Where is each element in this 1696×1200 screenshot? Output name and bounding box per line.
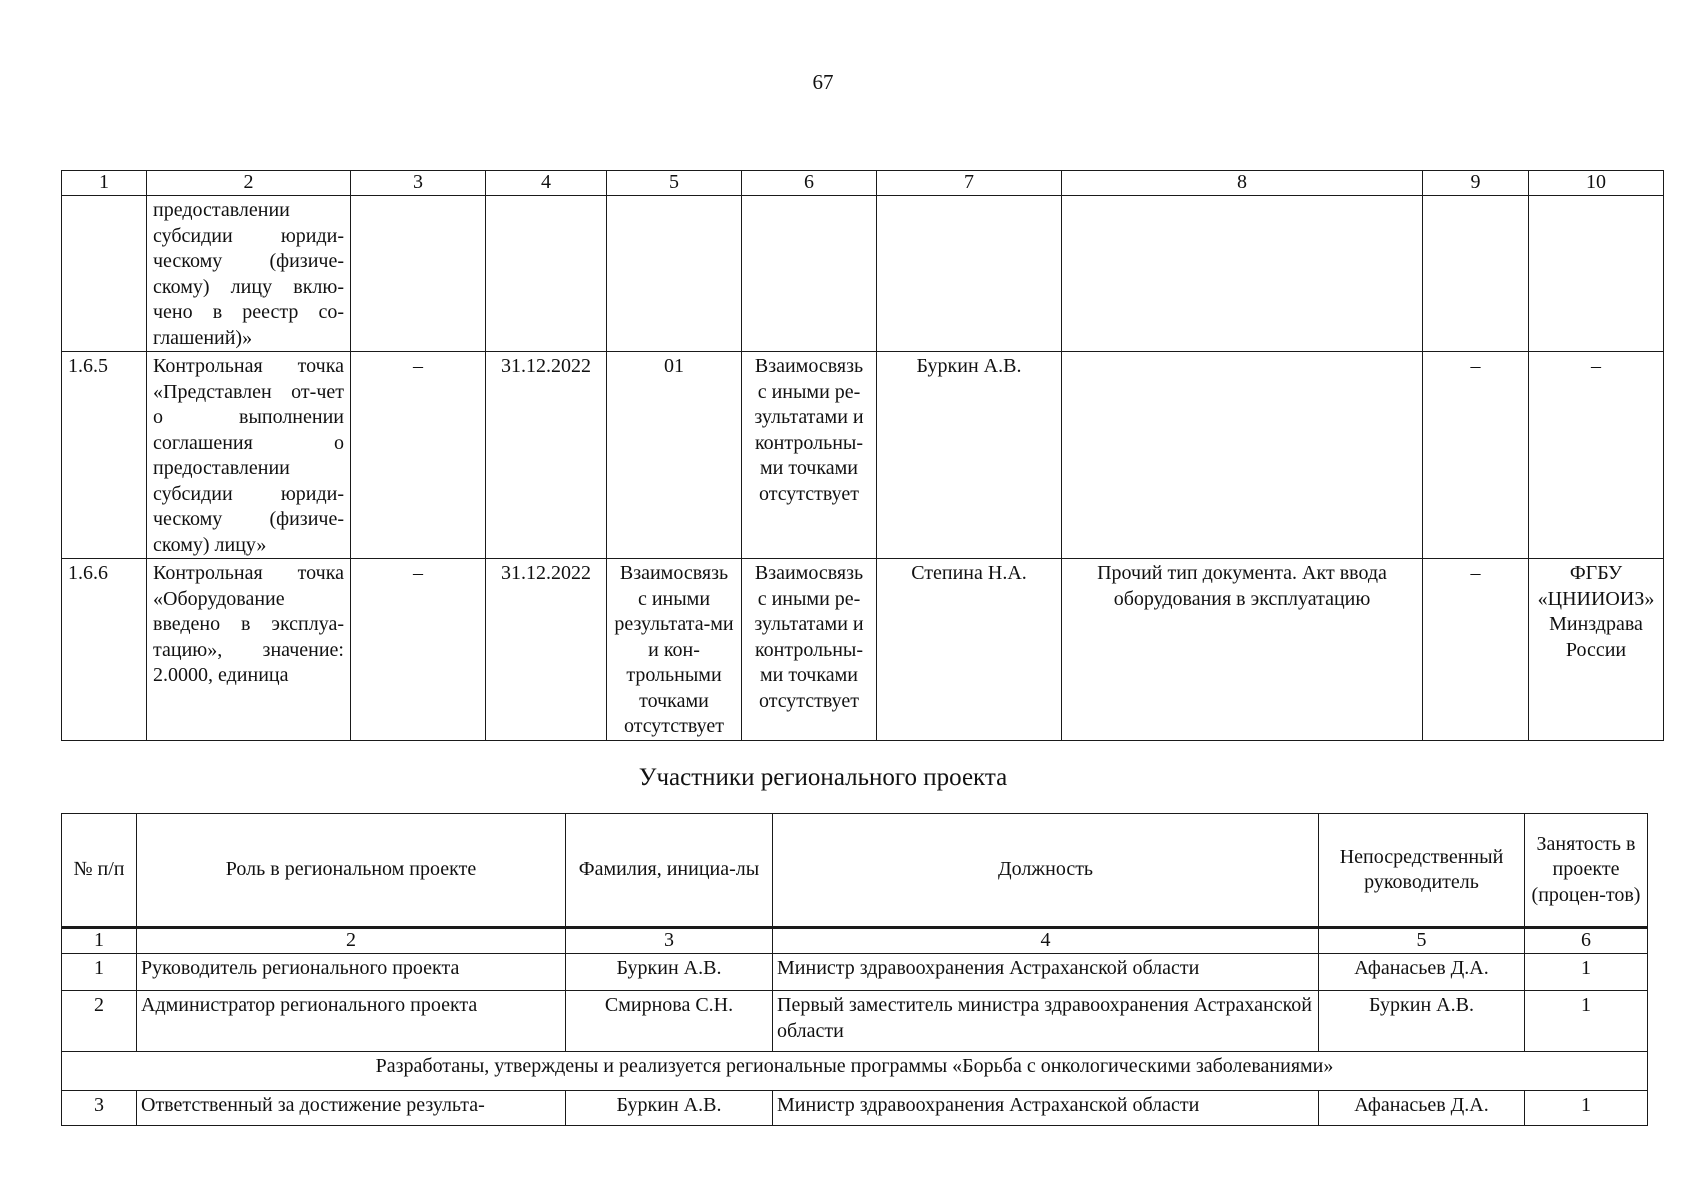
column-number: 2 [147,171,351,196]
cell [1529,196,1664,352]
name-cell: Смирнова С.Н. [566,991,773,1052]
column-number: 1 [62,928,137,954]
checkpoint-name: Контрольная точка «Представлен от-чет о выполнении соглашения о предоставлении субсидии юриди-ческому (физиче-скому) лицу» [147,352,351,559]
role-cell: Администратор регионального проекта [137,991,566,1052]
load-cell: 1 [1525,954,1648,991]
section-title: Участники регионального проекта [638,764,1008,791]
column-number: 2 [137,928,566,954]
column-number: 8 [1062,171,1423,196]
column-header: Роль в региональном проекте [137,814,566,928]
column-number: 3 [566,928,773,954]
position-cell: Первый заместитель министра здравоохранения Астраханской области [773,991,1319,1052]
date-cell: 31.12.2022 [486,352,607,559]
table-row [62,559,1664,741]
column-header: Занятость в проекте (процен-тов) [1525,814,1648,928]
cell [351,196,486,352]
column-number-row [62,171,1664,196]
name-cell: Буркин А.В. [566,1091,773,1126]
column-number: 1 [62,171,147,196]
row-number: 1.6.6 [62,559,147,741]
table-row [62,1091,1648,1126]
column-number: 6 [1525,928,1648,954]
column-number: 4 [486,171,607,196]
load-cell: 1 [1525,991,1648,1052]
role-cell: Ответственный за достижение результа- [137,1091,566,1126]
column-number: 10 [1529,171,1664,196]
column-number: 5 [1319,928,1525,954]
row-number: 3 [62,1091,137,1126]
manager-cell: Буркин А.В. [1319,991,1525,1052]
result-subheader: Разработаны, утверждены и реализуется региональные программы «Борьба с онкологическими заболеваниями» [62,1052,1648,1091]
checkpoint-name: Контрольная точка «Оборудование введено в эксплуа-тацию», значение: 2.0000, единица [147,559,351,741]
row-number: 2 [62,991,137,1052]
manager-cell: Афанасьев Д.А. [1319,954,1525,991]
role-cell: Руководитель регионального проекта [137,954,566,991]
header-row [62,814,1648,928]
responsible-cell: Степина Н.А. [877,559,1062,741]
cell [742,196,877,352]
table-row [62,196,1664,352]
column-number: 5 [607,171,742,196]
responsible-cell: Буркин А.В. [877,352,1062,559]
page-number: 67 [812,70,834,94]
checkpoint-name: предоставлении субсидии юриди-ческому (физиче-скому) лицу вклю-чено в реестр со-глашений)» [147,196,351,352]
cell: – [1529,352,1664,559]
cell: – [351,559,486,741]
column-number: 3 [351,171,486,196]
document-cell: Прочий тип документа. Акт ввода оборудования в эксплуатацию [1062,559,1423,741]
column-number: 9 [1423,171,1529,196]
column-number: 7 [877,171,1062,196]
cell [1423,196,1529,352]
subheader-row [62,1052,1648,1091]
cell: – [1423,559,1529,741]
row-number: 1.6.5 [62,352,147,559]
column-header: Непосредственный руководитель [1319,814,1525,928]
row-number: 1 [62,954,137,991]
cell: 01 [607,352,742,559]
cell [486,196,607,352]
column-header: Фамилия, инициа-лы [566,814,773,928]
column-number: 6 [742,171,877,196]
name-cell: Буркин А.В. [566,954,773,991]
cell: – [1423,352,1529,559]
position-cell: Министр здравоохранения Астраханской области [773,954,1319,991]
relation-cell: Взаимосвязь с иными ре-зультатами и контрольны-ми точками отсутствует [742,559,877,741]
checkpoints-table [61,170,1664,741]
column-number: 4 [773,928,1319,954]
cell: – [351,352,486,559]
column-header: Должность [773,814,1319,928]
relation-cell: Взаимосвязь с иными результата-ми и кон-трольными точками отсутствует [607,559,742,741]
cell [877,196,1062,352]
manager-cell: Афанасьев Д.А. [1319,1091,1525,1126]
column-header: № п/п [62,814,137,928]
document-cell [1062,352,1423,559]
cell [607,196,742,352]
participants-table [61,813,1648,1126]
position-cell: Министр здравоохранения Астраханской области [773,1091,1319,1126]
table-row [62,954,1648,991]
relation-cell: Взаимосвязь с иными ре-зультатами и контрольны-ми точками отсутствует [742,352,877,559]
table-row [62,352,1664,559]
load-cell: 1 [1525,1091,1648,1126]
column-number-row [62,928,1648,954]
row-number [62,196,147,352]
cell [1062,196,1423,352]
organization-cell: ФГБУ «ЦНИИОИЗ» Минздрава России [1529,559,1664,741]
date-cell: 31.12.2022 [486,559,607,741]
table-row [62,991,1648,1052]
